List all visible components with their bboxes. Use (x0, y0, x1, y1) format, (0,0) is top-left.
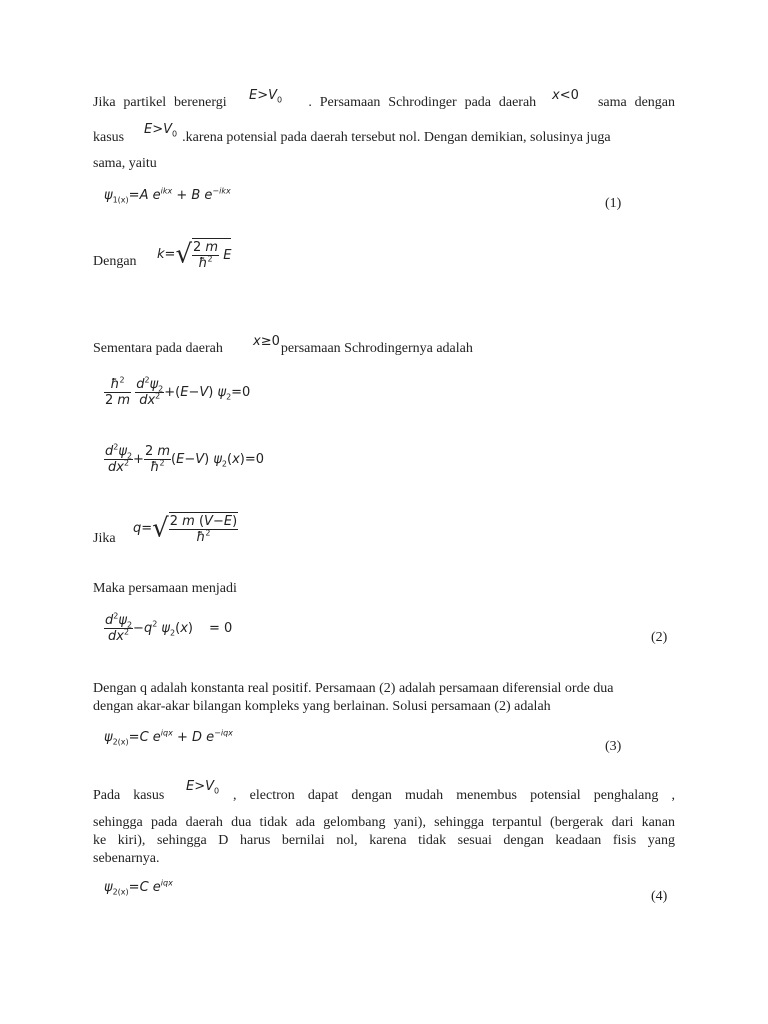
equation-1: $\psi_{1(x)}=A$ $e^{ikx} + B$ $e^{-ikx}$ (104, 186, 231, 205)
condition-energy-above-barrier: $E>V_0$ (186, 779, 220, 796)
equation-number-1: (1) (605, 196, 622, 211)
equation-number-3: (3) (605, 739, 622, 754)
equation-number-4: (4) (651, 889, 668, 904)
dengan-label: Dengan (93, 254, 137, 269)
condition-energy-above-barrier: $E>V_0$ (249, 88, 283, 105)
schrodinger-equation-b: $\frac{d^2\psi_2}{dx^2}$ + $\frac{2 m}{ħ^2}$ (E−V) $\psi_2(x)=0$ (105, 442, 265, 475)
text-span: . Persamaan Schrodinger pada daerah (308, 95, 537, 110)
paragraph-1-line-3: sama, yaitu (93, 156, 157, 171)
text-span: sama dengan (597, 95, 676, 110)
paragraph-2-line-1: Dengan q adalah konstanta real positif. Persamaan (2) adalah persamaan diferensial orde dua (93, 681, 614, 696)
maka-label: Maka persamaan menjadi (93, 581, 237, 596)
equation-4: $\psi_{2(x)}=C$ $e^{iqx}$ (104, 878, 173, 897)
sementara-label: Sementara pada daerah persamaan Schrodingernya adalah (93, 341, 473, 356)
paragraph-3-line-1a: Pada kasus (93, 788, 165, 803)
equation-number-2: (2) (651, 630, 668, 645)
equation-2: $\frac{d^2\psi_2}{dx^2}$ $-q^2$ $\psi_2(x) = 0$ (105, 611, 233, 644)
q-definition: q=√ $\frac{2 m (V-E)}{ħ^2}$ (133, 513, 238, 545)
paragraph-1-line-1 (93, 94, 675, 112)
schrodinger-equation-a: $\frac{ħ^2}{2 m}$ $\frac{d^2\psi_2}{dx^2}$ +(E−V) $\psi_2=0$ (105, 375, 251, 408)
condition-x-nonnegative: x≥0 (253, 334, 280, 349)
text-span: Jika partikel berenergi (93, 95, 227, 110)
condition-energy-above-barrier: $E>V_0$ (144, 122, 178, 139)
paragraph-3-line-3: ke kiri), sehingga D harus bernilai nol, karena tidak sesuai dengan keadaan fisis yang (93, 833, 675, 848)
jika-label: Jika (93, 531, 116, 546)
paragraph-1-line-2: kasus .karena potensial pada daerah tersebut nol. Dengan demikian, solusinya juga (93, 130, 611, 145)
paragraph-3-line-4: sebenarnya. (93, 851, 160, 866)
paragraph-2-line-2: dengan akar-akar bilangan kompleks yang berlainan. Solusi persamaan (2) adalah (93, 699, 551, 714)
condition-x-negative: x<0 (552, 88, 579, 103)
equation-3: $\psi_{2(x)}=C$ $e^{iqx} + D$ $e^{-iqx}$ (104, 728, 233, 747)
paragraph-3-line-1b: , electron dapat dengan mudah menembus potensial penghalang , (233, 788, 675, 803)
paragraph-3-line-2: sehingga pada daerah dua tidak ada gelombang yani), sehingga terpantul (bergerak dari kanan (93, 815, 675, 830)
k-definition: k=√ $\frac{2 m}{ħ^2}$ E (157, 239, 232, 271)
